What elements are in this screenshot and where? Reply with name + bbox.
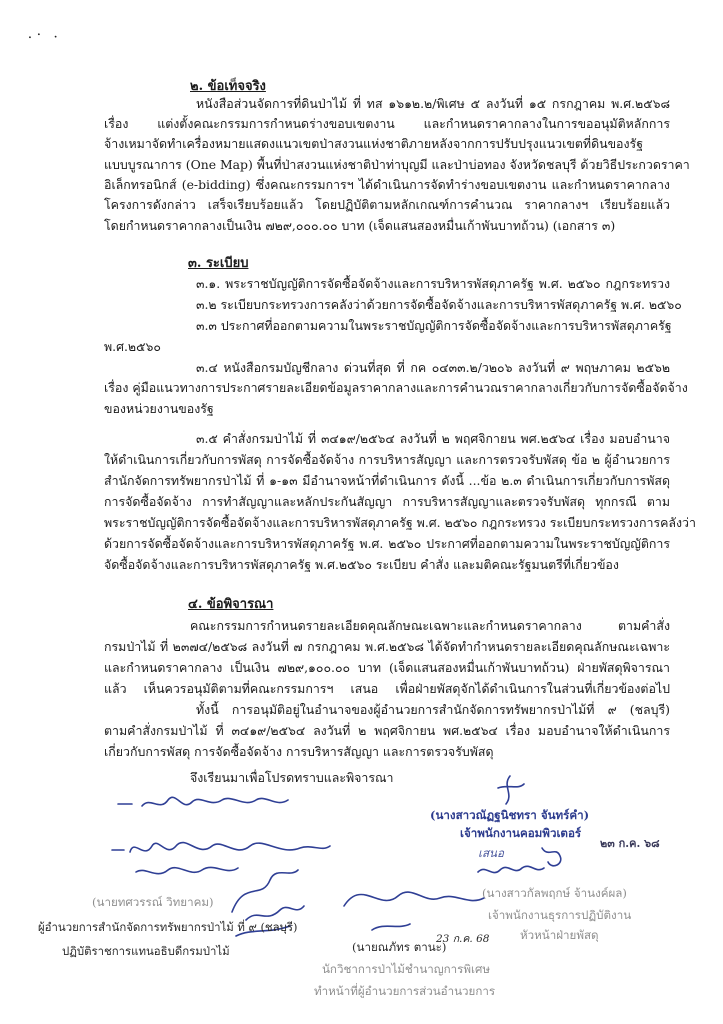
right-top-handwriting-stroke	[478, 866, 544, 872]
section-3-line: พ.ศ.๒๕๖๐	[104, 339, 161, 354]
section-3-line: ให้ดำเนินการเกี่ยวกับการพัสดุ การจัดซื้อจัดจ้าง การบริหารสัญญา และการตรวจรับพัสดุ ข้อ ๒ ผู้อำนวยการ	[104, 452, 670, 467]
section-3-line: ของหน่วยงานของรัฐ	[104, 401, 214, 416]
section-3-line: ๓.๓ ประกาศที่ออกตามความในพระราชบัญญัติการจัดซื้อจัดจ้างและการบริหารพัสดุภาครัฐ	[196, 318, 672, 333]
section-3-line: ๓.๕ คำสั่งกรมป่าไม้ ที่ ๓๔๑๙/๒๕๖๔ ลงวันที่ ๒ พฤศจิกายน พศ.๒๕๖๔ เรื่อง มอบอำนาจ	[196, 431, 670, 446]
section-4-line: และกำหนดราคากลาง เป็นเงิน ๗๒๙,๑๐๐.๐๐ บาท (เจ็ดแสนสองหมื่นเก้าพันบาทถ้วน) ฝ่ายพัสดุพิจารณา	[104, 660, 670, 675]
left-signature-stroke-1	[118, 797, 288, 806]
center-signature-stroke	[344, 892, 484, 930]
right-top-signature-stroke	[498, 776, 524, 804]
section-2-line: แบบบูรณาการ (One Map) พื้นที่ป่าสงวนแห่งชาติป่าท่าบุญมี และป่าบ่อทอง จังหวัดชลบุรี ด้วยวิธีประกวดราคา	[104, 157, 690, 172]
section-4-line: เกี่ยวกับการพัสดุ การจัดซื้อจัดจ้าง การบริหารสัญญา และการตรวจรับพัสดุ	[104, 744, 494, 759]
center-signer-name: (นายณภัทร ตานะ)	[352, 940, 447, 954]
section-3-line: สำนักจัดการทรัพยากรป่าไม้ ที่ ๑-๑๓ มีอำนาจหน้าที่ดำเนินการ ดังนี้ ...ข้อ ๒.๓ ดำเนินการเกี่ยวกับการพัสดุ	[104, 473, 670, 488]
left-signature-stroke-2	[112, 843, 330, 852]
section-3-heading: ๓. ระเบียบ	[188, 256, 249, 271]
section-4-heading: ๔. ข้อพิจารณา	[188, 597, 274, 612]
section-4-line: ตามคำสั่งกรมป่าไม้ ที่ ๓๔๑๙/๒๕๖๔ ลงวันที่ ๒ พฤศจิกายน พศ.๒๕๖๔ เรื่อง มอบอำนาจให้ดำเนินการ	[104, 723, 670, 738]
section-4-line: คณะกรรมการกำหนดรายละเอียดคุณลักษณะเฉพาะและกำหนดราคากลาง ตามคำสั่ง	[190, 618, 670, 633]
right-top-signer-name: (นางสาวณัฏฐนิชทรา จันทร์คำ)	[430, 808, 590, 822]
section-3-line: จัดซื้อจัดจ้างและการบริหารพัสดุภาครัฐ พ.ศ.๒๕๖๐ ระเบียบ คำสั่ง และมติคณะรัฐมนตรีที่เกี่ยวข้อง	[104, 557, 619, 572]
section-3-line: ด้วยการจัดซื้อจัดจ้างและการบริหารพัสดุภาครัฐ พ.ศ. ๒๕๖๐ ประกาศที่ออกตามความในพระราชบัญญัติการ	[104, 536, 670, 551]
section-2-line: หนังสือส่วนจัดการที่ดินป่าไม้ ที่ ทส ๑๖๑๒.๒/พิเศษ ๕ ลงวันที่ ๑๕ กรกฎาคม พ.ศ.๒๕๖๘	[196, 96, 670, 111]
right-bottom-signer-title: เจ้าพนักงานธุรการปฏิบัติงาน	[488, 908, 632, 922]
section-3-line: ๓.๑. พระราชบัญญัติการจัดซื้อจัดจ้างและการบริหารพัสดุภาครัฐ พ.ศ. ๒๕๖๐ กฎกระทรวง	[196, 276, 670, 291]
section-4-line: แล้ว เห็นควรอนุมัติตามที่คณะกรรมการฯ เสนอ เพื่อฝ่ายพัสดุจักได้ดำเนินการในส่วนที่เกี่ยวข้องต่อไป	[104, 681, 670, 696]
right-top-handwriting: เสนอ	[478, 846, 504, 860]
left-signer-title: ผู้อำนวยการสำนักจัดการทรัพยากรป่าไม้ ที่ ๙ (ชลบุรี)	[38, 920, 298, 934]
left-signer-subtitle: ปฏิบัติราชการแทนอธิบดีกรมป่าไม้	[62, 944, 230, 958]
right-bottom-signer-role: หัวหน้าฝ่ายพัสดุ	[520, 928, 599, 942]
closing-line: จึงเรียนมาเพื่อโปรดทราบและพิจารณา	[190, 770, 394, 785]
center-signer-role: ทำหน้าที่ผู้อำนวยการส่วนอำนวยการ	[314, 984, 496, 998]
section-2-line: จ้างเหมาจัดทำเครื่องหมายแสดงแนวเขตป่าสงวนแห่งชาติภายหลังจากการปรับปรุงแนวเขตที่ดินของรัฐ	[104, 136, 644, 151]
section-4-line: กรมป่าไม้ ที่ ๒๓๗๔/๒๕๖๘ ลงวันที่ ๗ กรกฎาคม พ.ศ.๒๕๖๘ ได้จัดทำกำหนดรายละเอียดคุณลักษณะเฉพาะ	[104, 639, 670, 654]
section-3-line: การจัดซื้อจัดจ้าง การทำสัญญาและหลักประกันสัญญา การบริหารสัญญาและตรวจรับพัสดุ ทุกกรณี ตาม	[104, 494, 670, 509]
right-bottom-signer-name: (นางสาวกัลพฤกษ์ จ้านงค์ผล)	[482, 886, 627, 900]
section-4-line: ทั้งนี้ การอนุมัติอยู่ในอำนาจของผู้อำนวยการสำนักจัดการทรัพยากรป่าไม้ที่ ๙ (ชลบุรี)	[196, 702, 670, 717]
section-2-heading: ๒. ข้อเท็จจริง	[190, 79, 266, 94]
right-bottom-date: ๒๓ ก.ค. ๖๘	[600, 837, 660, 850]
section-3-line: ๓.๒ ระเบียบกระทรวงการคลังว่าด้วยการจัดซื้อจัดจ้างและการบริหารพัสดุภาครัฐ พ.ศ. ๒๕๖๐	[196, 297, 682, 312]
section-3-line: ๓.๔ หนังสือกรมบัญชีกลาง ด่วนที่สุด ที่ กค ๐๔๓๓.๒/ว๒๐๖ ลงวันที่ ๙ พฤษภาคม ๒๕๖๒	[196, 360, 670, 375]
section-2-line: เรื่อง แต่งตั้งคณะกรรมการกำหนดร่างขอบเขตงาน และกำหนดราคากลางในการขออนุมัติหลักการ	[104, 116, 670, 131]
section-2-line: โครงการดังกล่าว เสร็จเรียบร้อยแล้ว โดยปฏิบัติตามหลักเกณฑ์การคำนวณ ราคากลางฯ เรียบร้อยแล้ว	[104, 197, 670, 212]
corner-mark: .· ·	[27, 25, 63, 47]
right-top-signer-title: เจ้าพนักงานคอมพิวเตอร์	[460, 826, 582, 840]
left-signature-stroke-3	[136, 867, 238, 873]
right-bottom-signature-stroke	[542, 848, 561, 866]
left-signer-name: (นายทศวรรณ์ วิทยาคม)	[92, 895, 214, 909]
section-2-line: โดยกำหนดราคากลางเป็นเงิน ๗๒๙,๐๐๐.๐๐ บาท (เจ็ดแสนสองหมื่นเก้าพันบาทถ้วน) (เอกสาร ๓)	[104, 218, 616, 233]
center-signer-date: 23 ก.ค. 68	[436, 933, 490, 945]
section-2-line: อิเล็กทรอนิกส์ (e-bidding) ซึ่งคณะกรรมการฯ ได้ดำเนินการจัดทำร่างขอบเขตงาน และกำหนดราคากลาง	[104, 177, 670, 192]
section-3-line: พระราชบัญญัติการจัดซื้อจัดจ้างและการบริหารพัสดุภาครัฐ พ.ศ. ๒๕๖๐ กฎกระทรวง ระเบียบกระทรวงการคลังว่า	[104, 515, 696, 530]
section-3-line: เรื่อง คู่มือแนวทางการประกาศรายละเอียดข้อมูลราคากลางและการคำนวณราคากลางเกี่ยวกับการจัดซื้อจัดจ้าง	[104, 380, 688, 395]
center-signer-title: นักวิชาการป่าไม้ชำนาญการพิเศษ	[322, 962, 490, 976]
